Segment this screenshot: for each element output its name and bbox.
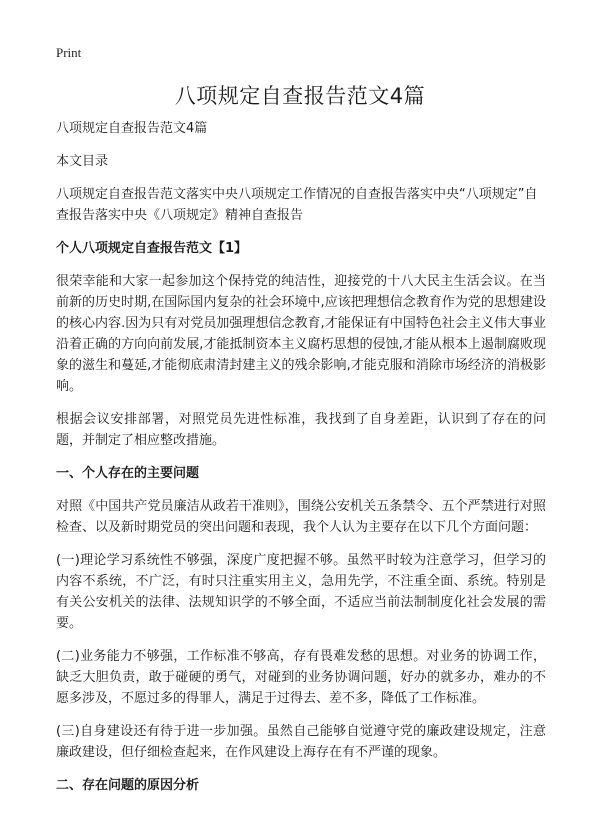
problem-item-2: (二)业务能力不够强，工作标准不够高，存有畏难发愁的思想。对业务的协调工作，缺乏大胆负责，敢于碰硬的勇气，对碰到的业务协调问题，好办的就多办，难办的不愿多涉及，不愿过多的得罪人，满足于过得去、差不多，降低了工作标准。 xyxy=(56,649,546,706)
toc-links[interactable]: 八项规定自查报告范文落实中央八项规定工作情况的自查报告落实中央“八项规定”自查报告落实中央《八项规定》精神自查报告 xyxy=(56,187,538,223)
paragraph-1: 很荣幸能和大家一起参加这个保持党的纯洁性，迎接党的十八大民主生活会议。在当前新的历史时期,在国际国内复杂的社会环境中,应该把理想信念教育作为党的思想建设的核心内容.因为只有对党员加强理想信念教育,才能保证有中国特色社会主义伟大事业沿着正确的方向向前发展,才能抵制资本主义腐朽思想的侵蚀,才能从根本上遏制腐败现象的滋生和蔓延,才能彻底肃清封建主义的残余影响,才能克服和消除市场经济的消极影响。 xyxy=(56,274,546,394)
problem-item-3: (三)自身建设还有待于进一步加强。虽然自己能够自觉遵守党的廉政建设规定，注意廉政建设，但仔细检查起来，在作风建设上海存在有不严谨的现象。 xyxy=(56,724,546,760)
document-body xyxy=(56,118,546,808)
heading-main-problems: 一、个人存在的主要问题 xyxy=(56,466,200,481)
document-subtitle: 八项规定自查报告范文4篇 xyxy=(56,121,208,136)
heading-cause-analysis: 二、存在问题的原因分析 xyxy=(56,778,200,793)
document-title: 八项规定自查报告范文4篇 xyxy=(174,84,426,108)
print-link[interactable]: Print xyxy=(56,45,82,60)
toc-label: 本文目录 xyxy=(56,154,109,169)
section-heading-1: 个人八项规定自查报告范文【1】 xyxy=(56,241,248,256)
paragraph-3: 对照《中国共产党员廉洁从政若干准则》，围绕公安机关五条禁令、五个严禁进行对照检查、以及新时期党员的突出问题和表现，我个人认为主要存在以下几个方面问题： xyxy=(56,499,546,535)
problem-item-1: (一)理论学习系统性不够强，深度广度把握不够。虽然平时较为注意学习，但学习的内容不系统，不广泛，有时只注重实用主义，急用先学，不注重全面、系统。特别是有关公安机关的法律、法规知识学的不够全面，不适应当前法制制度化社会发展的需要。 xyxy=(56,553,546,631)
paragraph-2: 根据会议安排部署，对照党员先进性标准，我找到了自身差距，认识到了存在的问题，并制定了相应整改措施。 xyxy=(56,412,546,448)
